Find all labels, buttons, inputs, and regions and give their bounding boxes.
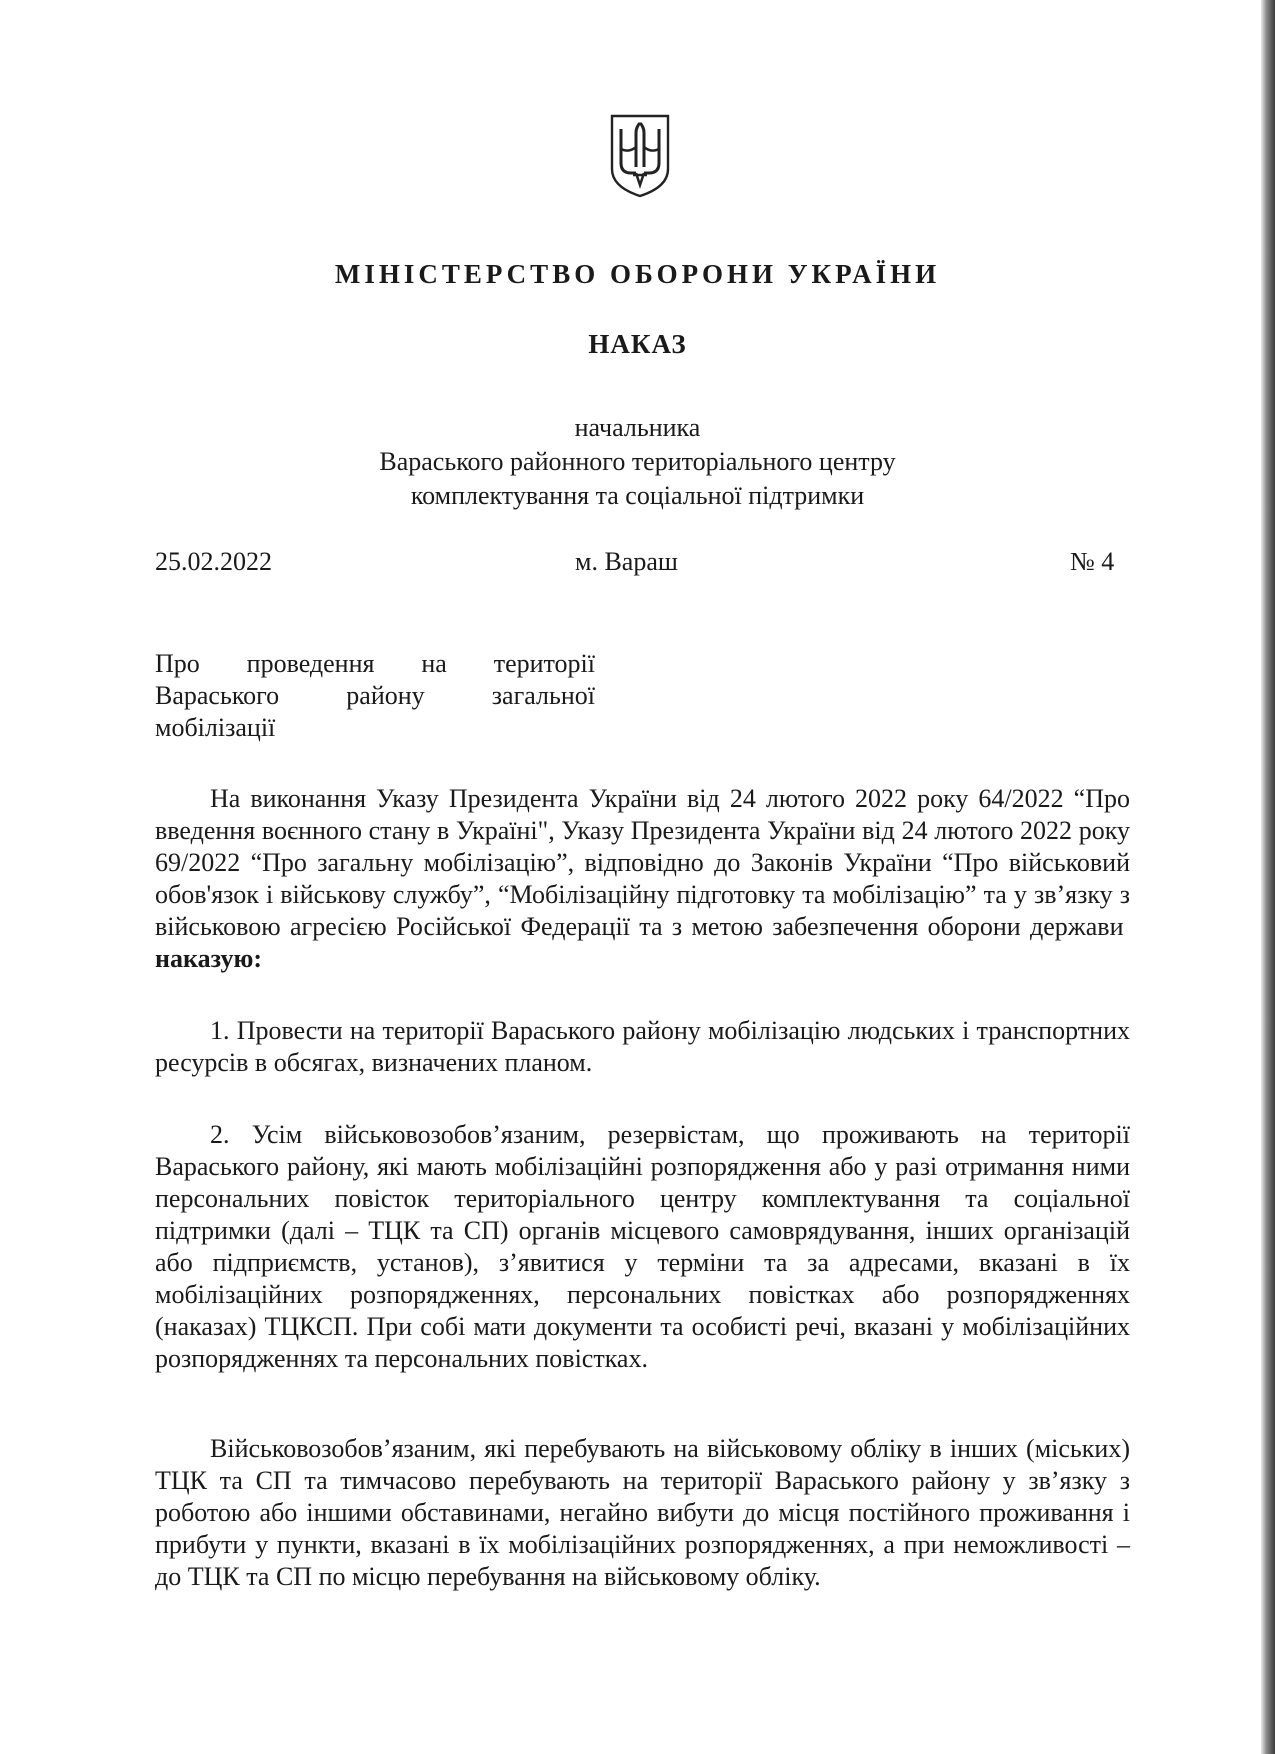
preamble-paragraph: [155, 783, 1130, 975]
ministry-heading: МІНІСТЕРСТВО ОБОРОНИ УКРАЇНИ: [334, 259, 941, 289]
order-city: м. Вараш: [575, 547, 678, 576]
order-item-2: 2. Усім військовозобов’язаним, резервістам, що проживають на території Вараського району, які мають мобілізаційні розпорядження або у разі отримання ними персональних повісток територіального центру комплектування та соціальної підтримки (далі – ТЦК та СП) органів місцевого самоврядування, інших організацій або підприємств, установ), з’явитися у терміни та за адресами, вказані в їх мобілізаційних розпорядженнях, персональних повістках або розпорядженнях (наказах) ТЦКСП. При собі мати документи та особисті речі, вказані у мобілізаційних розпорядженнях та персональних повістках.: [155, 1120, 1130, 1373]
order-number: № 4: [1070, 547, 1115, 576]
order-title: НАКАЗ: [588, 329, 687, 359]
issuer-block: [0, 411, 1275, 513]
subject-line: Вараського району загальної: [155, 681, 595, 710]
issuer-line: Вараського районного територіального центру: [379, 447, 896, 476]
issuer-line: начальника: [574, 413, 701, 442]
subject-line: Про проведення на території: [155, 649, 595, 678]
order-subject: [155, 648, 595, 712]
order-date: 25.02.2022: [155, 547, 272, 576]
order-word: наказую:: [155, 944, 262, 973]
issuer-line: комплектування та соціальної підтримки: [410, 481, 865, 510]
order-item-1: 1. Провести на території Вараського району мобілізацію людських і транспортних ресурсів в обсягах, визначених планом.: [155, 1016, 1130, 1077]
preamble-text: На виконання Указу Президента України від 24 лютого 2022 року 64/2022 “Про введення воєнного стану в Україні", Указу Президента України від 24 лютого 2022 року 69/2022 “Про загальну мобілізацію”, відповідно до Законів України “Про військовий обов'язок і військову службу”, “Мобілізаційну підготовку та мобілізацію” та у зв’язку з військовою агресією Російської Федерації та з метою забезпечення оборони держави: [155, 784, 1130, 941]
order-item-2-continued: Військовозобов’язаним, які перебувають на військовому обліку в інших (міських) ТЦК та СП та тимчасово перебувають на території Вараського району у зв’язку з роботою або іншими обставинами, негайно вибути до місця постійного проживання і прибути у пункти, вказані в їх мобілізаційних розпорядженнях, а при неможливості – до ТЦК та СП по місцю перебування на військовому обліку.: [155, 1434, 1130, 1591]
trident-coat-of-arms-icon: [609, 113, 671, 199]
subject-line: мобілізації: [155, 713, 276, 742]
